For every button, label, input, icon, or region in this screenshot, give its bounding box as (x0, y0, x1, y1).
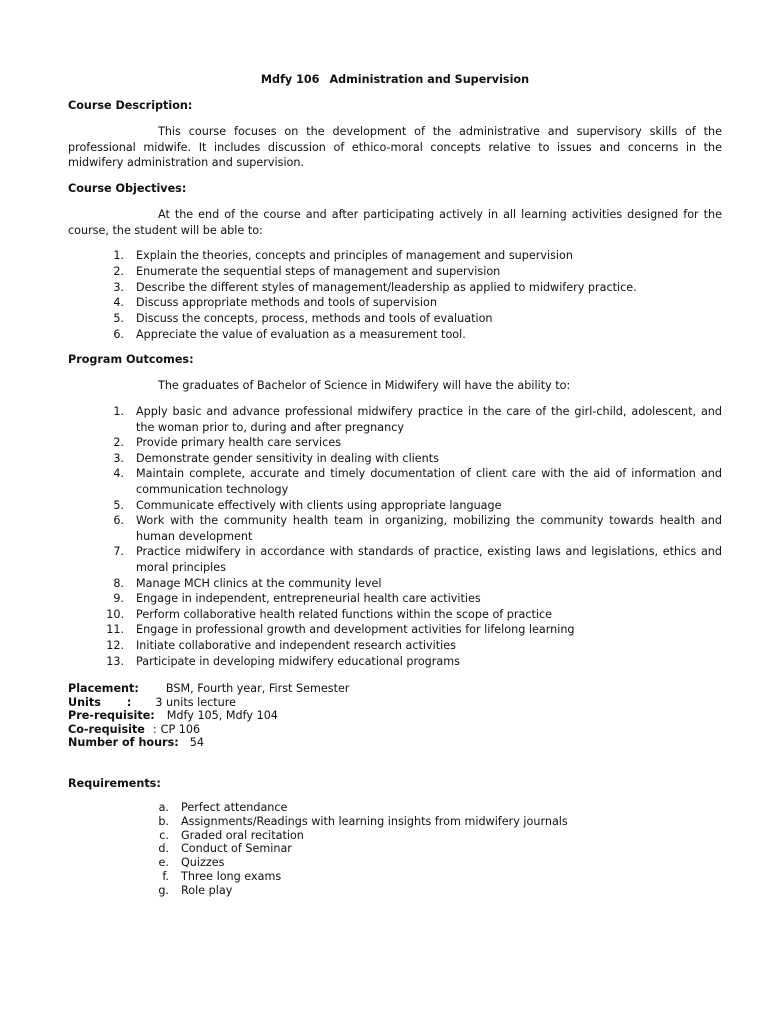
list-item: 4. Maintain complete, accurate and timely documentation of client care with the aid of information and communication technology (113, 467, 722, 496)
list-item: b. Assignments/Readings with learning insights from midwifery journals (158, 814, 568, 828)
page-title (68, 72, 722, 88)
requirements-heading: Requirements: (68, 777, 161, 790)
list-item: 2. Enumerate the sequential steps of management and supervision (113, 264, 501, 278)
list-item: 1. Explain the theories, concepts and principles of management and supervision (113, 249, 573, 262)
requirements-list (158, 801, 681, 898)
prerequisite-row: Pre-requisite: Mdfy 105, Mdfy 104 (68, 709, 278, 723)
list-item: 3. Demonstrate gender sensitivity in dealing with clients (113, 451, 439, 465)
list-item: 6. Work with the community health team in organizing, mobilizing the community towards health and human development (113, 514, 722, 543)
list-item: c. Graded oral recitation (159, 828, 304, 842)
program-outcomes-heading: Program Outcomes: (68, 353, 194, 366)
list-item: 1. Apply basic and advance professional midwifery practice in the care of the girl-child, adolescent, and the woman prior to, during and after pregnancy (113, 405, 722, 434)
list-item: 13. Participate in developing midwifery educational programs (106, 654, 460, 668)
list-item: g. Role play (158, 883, 233, 897)
course-name: Administration and Supervision (329, 73, 530, 86)
list-item: 11. Engage in professional growth and development activities for lifelong learning (106, 623, 575, 637)
list-item: e. Quizzes (158, 856, 225, 870)
list-item: f. Three long exams (162, 869, 282, 883)
list-item: 5. Communicate effectively with clients using appropriate language (113, 498, 502, 512)
course-description-text: This course focuses on the development of the administrative and supervisory skills of the professional midwife. It includes discussion of ethico-moral concepts relative to issues and concerns in the midwifery administration and supervision. (68, 125, 722, 170)
list-item: 6. Appreciate the value of evaluation as a measurement tool. (113, 327, 466, 341)
list-item: a. Perfect attendance (158, 801, 288, 814)
outcomes-list (106, 404, 722, 669)
course-description-heading: Course Description: (68, 99, 193, 112)
corequisite-row: Co-requisite : CP 106 (68, 722, 201, 736)
units-row: Units : 3 units lecture (68, 695, 236, 709)
list-item: 8. Manage MCH clinics at the community level (113, 576, 382, 590)
list-item: 7. Practice midwifery in accordance with standards of practice, existing laws and legislations, ethics and moral principles (113, 545, 722, 574)
list-item: 3. Describe the different styles of management/leadership as applied to midwifery practice. (113, 280, 637, 294)
list-item: 4. Discuss appropriate methods and tools of supervision (113, 296, 437, 310)
course-objectives-intro: At the end of the course and after participating actively in all learning activities designed for the course, the student will be able to: (68, 208, 722, 237)
objectives-list (113, 248, 722, 343)
course-code: Mdfy 106 (260, 73, 320, 86)
hours-row: Number of hours: 54 (68, 736, 204, 750)
placement-row: Placement: BSM, Fourth year, First Semester (68, 682, 350, 695)
list-item: 2. Provide primary health care services (113, 436, 342, 450)
list-item: 10. Perform collaborative health related functions within the scope of practice (106, 607, 553, 621)
list-item: d. Conduct of Seminar (158, 842, 292, 856)
course-info-block (68, 682, 349, 750)
list-item: 5. Discuss the concepts, process, methods and tools of evaluation (113, 312, 493, 326)
list-item: 9. Engage in independent, entrepreneurial health care activities (113, 592, 481, 606)
list-item: 12. Initiate collaborative and independent research activities (106, 638, 456, 652)
course-objectives-heading: Course Objectives: (68, 182, 187, 195)
program-outcomes-intro: The graduates of Bachelor of Science in Midwifery will have the ability to: (158, 379, 571, 392)
